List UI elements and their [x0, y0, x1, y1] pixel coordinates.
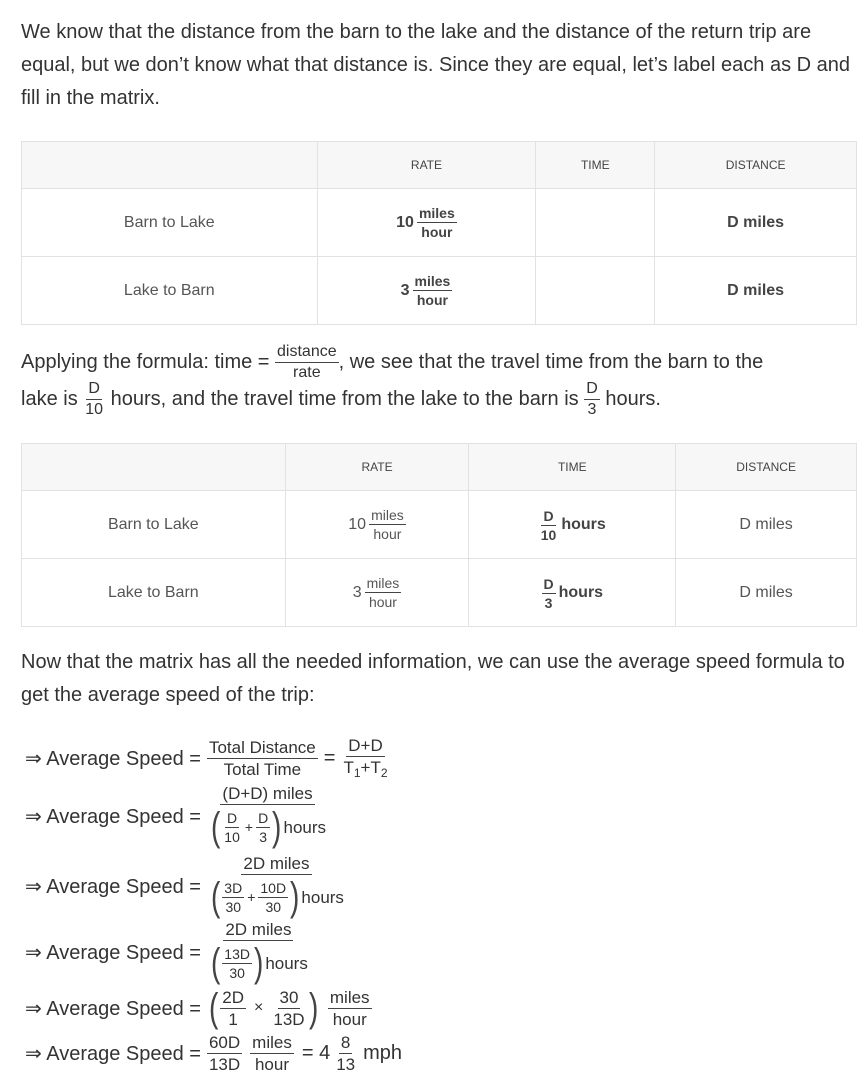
- d-plus-d-over-t-fraction: [341, 737, 389, 779]
- time-cell: [536, 189, 655, 257]
- equals-sign: =: [323, 746, 336, 769]
- intro-paragraph: We know that the distance from the barn to the lake and the distance of the return trip are equal, but we don’t know what that distance is. Since they are equal, let’s label each as D and fill in the matrix.: [21, 21, 851, 109]
- big-fraction: [207, 785, 328, 847]
- time-fraction: [539, 509, 559, 542]
- table-row: [22, 257, 857, 325]
- apply-text-2: , we see that the travel time from the barn to the: [338, 351, 764, 373]
- fraction-num: 10D: [260, 879, 287, 896]
- time-num: D: [543, 507, 554, 524]
- t-var: +T: [360, 758, 381, 777]
- header-blank: [22, 142, 318, 189]
- inner-fraction: [222, 881, 244, 914]
- equation-step-5: ⇒ Average Speed = ( $\frac{2D}{1}$ × $\frac{30}{13D}$ ) $\frac{\text{miles}}{\text{hour}}$: [25, 986, 370, 1030]
- apply-formula-paragraph: [21, 344, 857, 418]
- fraction-den: hour: [332, 1009, 367, 1029]
- table-row: [22, 491, 857, 559]
- rate-cell: [317, 189, 536, 257]
- apply-text-4: hours, and the travel time from the lake to the barn is: [110, 388, 579, 411]
- equation-lhs: ⇒ Average Speed =: [25, 1043, 201, 1065]
- fraction: [207, 1034, 242, 1073]
- fraction-num: D: [86, 381, 102, 400]
- inner-fraction: [256, 811, 270, 844]
- fraction-num: D: [227, 809, 238, 826]
- time-cell: [469, 491, 676, 559]
- fraction-den: 3: [259, 828, 268, 845]
- equation-lhs: ⇒ Average Speed =: [25, 941, 201, 964]
- subscript: 1: [353, 766, 361, 780]
- unit-label: mph: [363, 1042, 403, 1064]
- fraction: [271, 989, 306, 1028]
- equation-lhs: ⇒ Average Speed =: [25, 805, 201, 828]
- apply-text-1: Applying the formula: time =: [21, 351, 270, 373]
- row-label: Lake to Barn: [22, 257, 318, 325]
- fraction-den: 30: [225, 898, 242, 915]
- rate-fraction: [369, 508, 406, 541]
- rate-matrix-complete: [21, 443, 857, 627]
- unit-fraction: [250, 1034, 294, 1073]
- average-speed-intro-paragraph: Now that the matrix has all the needed information, we can use the average speed formula to get the average speed of the trip:: [21, 651, 845, 706]
- header-distance: DISTANCE: [676, 444, 857, 491]
- plus-sign: +: [247, 889, 256, 905]
- equation-step-3: [25, 855, 346, 917]
- fraction-den: 13D: [208, 1055, 241, 1074]
- distance-over-rate-fraction: [275, 344, 339, 381]
- rate-unit-den: hour: [416, 292, 448, 308]
- equation-step-4: [25, 921, 310, 983]
- rate-unit-num: miles: [414, 273, 451, 289]
- distance-cell: D miles: [676, 491, 857, 559]
- fraction-num: Total Distance: [208, 737, 316, 757]
- fraction-num: (D+D) miles: [222, 784, 313, 803]
- fraction-num: distance: [275, 344, 339, 363]
- table-row: [22, 559, 857, 627]
- fraction-den: 10: [224, 828, 240, 845]
- equation-step-6: [25, 1034, 402, 1073]
- equals-four: = 4: [301, 1042, 331, 1064]
- rate-cell: [285, 559, 469, 627]
- inner-fraction: [258, 881, 288, 914]
- equation-lhs: ⇒ Average Speed =: [25, 747, 201, 770]
- row-label: Barn to Lake: [22, 189, 318, 257]
- big-fraction: [207, 921, 310, 983]
- fraction-num: D+D: [348, 736, 383, 755]
- table-row: [22, 189, 857, 257]
- table-header-row: [22, 142, 857, 189]
- fraction: [220, 989, 246, 1028]
- time-den: 3: [544, 594, 553, 611]
- row-label: Lake to Barn: [22, 559, 286, 627]
- row-label: Barn to Lake: [22, 491, 286, 559]
- fraction-num: D: [258, 809, 269, 826]
- time-unit: hours: [558, 584, 604, 601]
- fraction-num: 3D: [224, 879, 243, 896]
- apply-text-5: hours.: [605, 388, 661, 411]
- time-unit: hours: [561, 516, 606, 533]
- fraction-den: 3: [587, 401, 597, 419]
- plus-sign: +: [244, 819, 254, 835]
- rate-fraction: [365, 576, 402, 609]
- equation-lhs: ⇒ Average Speed =: [25, 997, 201, 1020]
- header-time: TIME: [536, 142, 655, 189]
- equation-step-2: [25, 785, 328, 847]
- rate-value: 3: [400, 281, 410, 299]
- rate-unit-num: miles: [418, 205, 455, 221]
- unit-label: hours: [301, 887, 344, 907]
- fraction-num: 60D: [208, 1033, 241, 1052]
- header-rate: RATE: [285, 444, 469, 491]
- equation-lhs: ⇒ Average Speed =: [25, 875, 201, 898]
- rate-unit-den: hour: [421, 224, 453, 240]
- t-var: T: [343, 758, 354, 777]
- distance-cell: D miles: [655, 189, 857, 257]
- time-num: D: [543, 575, 554, 592]
- fraction-num: 30: [279, 987, 299, 1007]
- fraction-num: 2D miles: [243, 854, 310, 873]
- rate-value: 3: [352, 583, 362, 601]
- header-rate: RATE: [317, 142, 536, 189]
- fraction-num: 8: [340, 1033, 351, 1052]
- unit-fraction: [328, 989, 372, 1028]
- rate-unit-num: miles: [371, 507, 404, 523]
- fraction-den: Total Time: [223, 759, 302, 779]
- times-sign: ×: [254, 999, 264, 1016]
- rate-matrix-initial: [21, 141, 857, 325]
- time-lake-to-barn-fraction: [584, 381, 600, 418]
- fraction-num: miles: [252, 1033, 292, 1052]
- header-distance: DISTANCE: [655, 142, 857, 189]
- time-fraction: [542, 577, 556, 610]
- time-cell: [536, 257, 655, 325]
- table-header-row: [22, 444, 857, 491]
- apply-text-3: lake is: [21, 388, 78, 411]
- rate-value: 10: [396, 213, 414, 231]
- header-blank: [22, 444, 286, 491]
- rate-unit-num: miles: [366, 575, 400, 591]
- inner-fraction: [222, 947, 252, 980]
- fraction-den: ( $\frac{13D}{30}$ ) hours: [210, 941, 308, 985]
- time-barn-to-lake-fraction: [83, 381, 105, 418]
- rate-value: 10: [348, 515, 367, 533]
- rate-cell: [317, 257, 536, 325]
- unit-label: hours: [265, 953, 308, 973]
- rate-unit-den: hour: [373, 526, 402, 542]
- big-fraction: [207, 855, 346, 917]
- rate-cell: [285, 491, 469, 559]
- fraction-den: 13D: [273, 1009, 305, 1029]
- fraction-num: D: [584, 381, 600, 400]
- rate-unit-den: hour: [368, 594, 397, 610]
- rate-fraction: [413, 274, 453, 307]
- fraction-den: 30: [229, 964, 245, 981]
- subscript: 2: [380, 766, 388, 780]
- fraction-den: ( $\frac{3D}{30}$ + $\frac{10D}{30}$ ) hours: [210, 875, 344, 919]
- fraction-num: 13D: [224, 945, 250, 962]
- fraction-den: [341, 757, 389, 779]
- total-distance-over-time-fraction: [207, 739, 318, 778]
- rate-fraction: [417, 206, 457, 239]
- unit-label: hours: [283, 817, 327, 837]
- time-den: 10: [540, 526, 557, 543]
- distance-cell: D miles: [655, 257, 857, 325]
- fraction-den: 1: [228, 1009, 238, 1029]
- fraction-den: rate: [293, 364, 321, 382]
- fraction-den: ( $\frac{D}{10}$ + $\frac{D}{3}$ ) hours: [210, 805, 327, 849]
- fraction-num: 2D miles: [225, 920, 292, 939]
- time-cell: [469, 559, 676, 627]
- fraction-den: 10: [85, 401, 104, 419]
- mixed-fraction: [334, 1034, 357, 1073]
- fraction-den: hour: [254, 1055, 289, 1074]
- distance-cell: D miles: [676, 559, 857, 627]
- inner-fraction: [222, 811, 242, 844]
- fraction-den: 30: [265, 898, 282, 915]
- fraction-num: 2D: [222, 987, 245, 1007]
- fraction-num: miles: [329, 987, 370, 1007]
- header-time: TIME: [469, 444, 676, 491]
- equation-step-1: [25, 737, 390, 779]
- fraction-den: 13: [336, 1055, 356, 1074]
